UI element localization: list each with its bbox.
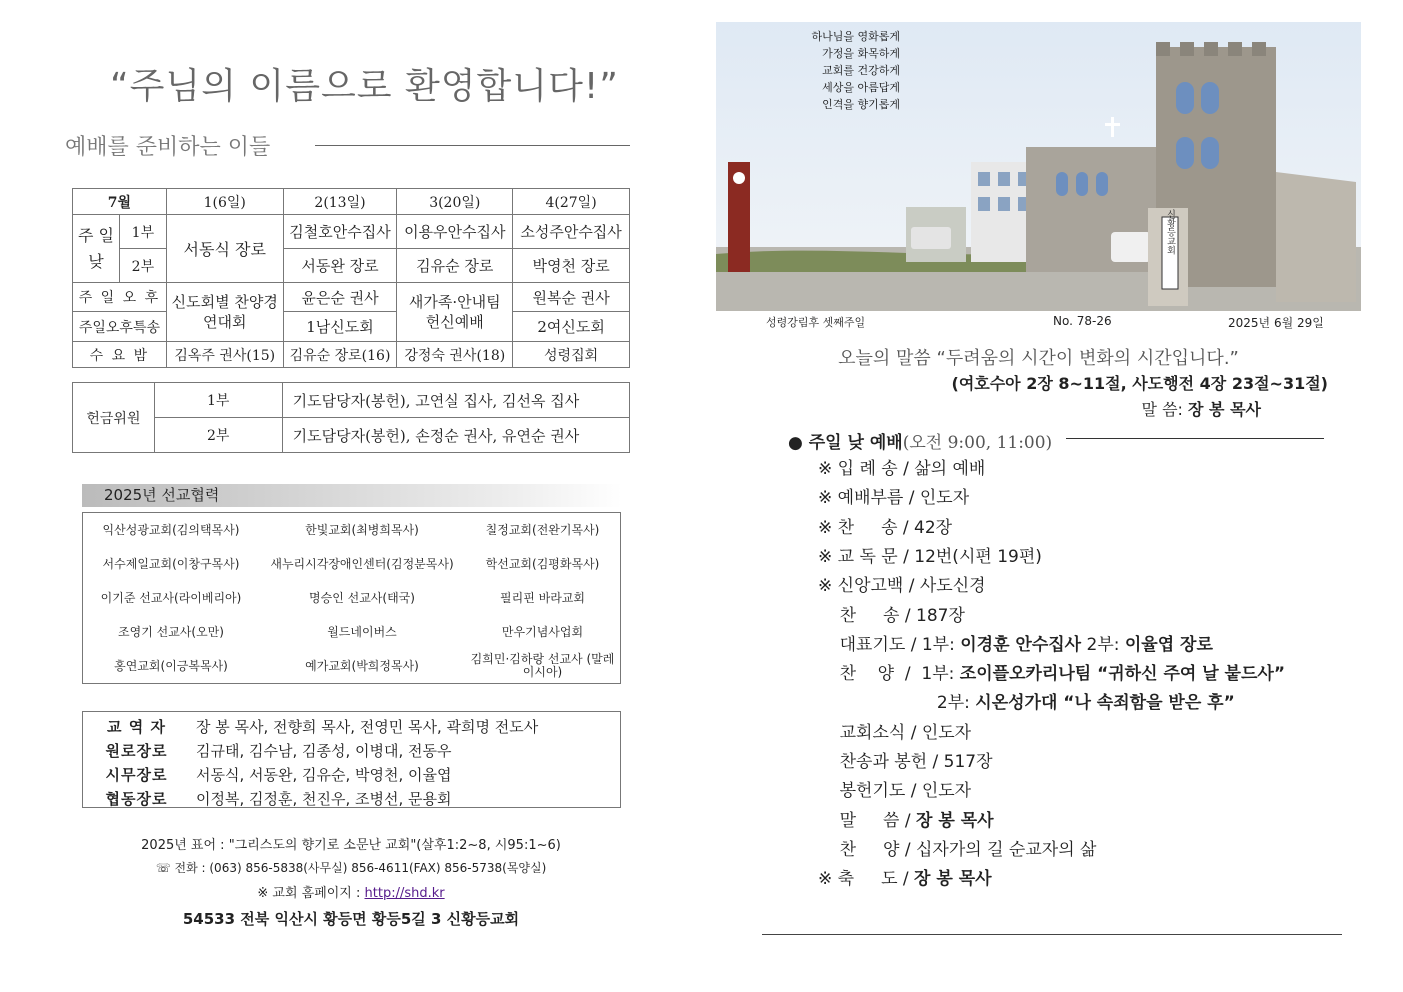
staff-role: 원로장로 [105, 741, 168, 760]
second-service-label: 2부 [119, 249, 166, 283]
order-item-emphasis: 장 봉 목사 [914, 869, 992, 890]
month-cell: 7월 [73, 189, 167, 215]
order-item [818, 454, 985, 479]
week-header: 4(27일) [513, 189, 630, 215]
service-time: (오전 9:00, 11:00) [902, 433, 1053, 453]
table-cell: 신도회별 찬양경연대회 [166, 283, 283, 342]
first-service-label: 1부 [154, 383, 282, 418]
order-item-emphasis: 장 봉 목사 [916, 810, 994, 831]
table-cell: 2여신도회 [513, 312, 630, 342]
afternoon-label: 주 일 오 후 [73, 283, 167, 312]
mission-item: 명승인 선교사(태국) [309, 590, 415, 605]
mission-item: 새누리시각장애인센터(김정분목사) [270, 556, 454, 571]
service-title: ● 주일 낮 예배 [788, 433, 903, 453]
bottom-rule [762, 934, 1342, 935]
mission-heading: 2025년 선교협력 [82, 484, 622, 507]
order-item [818, 864, 992, 889]
order-item [818, 513, 952, 538]
liturgical-week: 성령강림후 셋째주일 [766, 316, 866, 329]
page-title: “주님의 이름으로 환영합니다!” [110, 66, 619, 107]
order-item [818, 688, 1235, 713]
table-cell: 윤은순 권사 [283, 283, 397, 312]
order-item-text: ※ 예배부름 / 인도자 [818, 488, 970, 509]
staff-names: 이정복, 김정훈, 천진우, 조병선, 문용회 [196, 789, 452, 808]
staff-role: 협동장로 [105, 789, 168, 808]
offering-table [72, 382, 630, 453]
sunday-leader: 서동식 장로 [166, 215, 283, 283]
order-item-text: ※ 입 례 송 / 삶의 예배 [818, 459, 986, 479]
table-cell: 원복순 권사 [513, 283, 630, 312]
order-item [818, 659, 1285, 684]
staff-role: 시무장로 [105, 765, 168, 784]
staff-names: 장 봉 목사, 전향희 목사, 전영민 목사, 곽희명 전도사 [196, 717, 539, 736]
sunday-label: 주 일 낮 [73, 215, 120, 283]
table-cell: 박영천 장로 [513, 249, 630, 283]
order-item [818, 571, 986, 596]
order-item [818, 542, 1042, 567]
order-item-text: 교회소식 / 인도자 [818, 722, 972, 743]
staff-names: 서동식, 서동완, 김유순, 박영천, 이율엽 [196, 765, 452, 784]
order-item-emphasis: 조이플오카리나팀 “귀하신 주여 날 붙드사” [959, 664, 1285, 685]
order-item-emphasis: 시온성가대 “나 속죄함을 받은 후” [975, 693, 1235, 714]
mission-item: 필리핀 바라교회 [500, 590, 585, 605]
week-header: 3(20일) [397, 189, 513, 215]
mission-grid [83, 513, 620, 683]
service-heading [788, 428, 1052, 453]
slogan-line: 가정을 화목하게 [822, 47, 900, 60]
phone-info: ☏ 전화 : (063) 856-5838(사무실) 856-4611(FAX) 856-5738(목양실) [155, 861, 547, 875]
mission-item: 학선교회(김평화목사) [485, 556, 600, 571]
homepage-label: ※ 교회 홈페이지 : [257, 886, 365, 901]
table-cell: 김유순 장로 [397, 249, 513, 283]
order-item [818, 483, 969, 508]
offering-label: 헌금위원 [73, 383, 155, 453]
slogan-line: 교회를 건강하게 [822, 64, 900, 77]
order-item-text: 대표기도 / 1부: [818, 634, 961, 655]
mission-item: 서수제일교회(이창구목사) [102, 556, 240, 571]
mission-box [82, 512, 621, 684]
homepage-link[interactable]: http://shd.kr [364, 886, 445, 901]
heading-rule [315, 145, 630, 146]
wednesday-label: 수 요 밤 [73, 342, 167, 368]
mission-item: 이기준 선교사(라이베리아) [100, 590, 242, 605]
slogan-line: 인격을 향기롭게 [822, 98, 900, 111]
order-item [818, 776, 971, 801]
sermon-title: 오늘의 말씀 “두려움의 시간이 변화의 시간입니다.” [838, 348, 1239, 369]
prep-heading: 예배를 준비하는 이들 [65, 135, 271, 160]
mission-item: 만우기념사업회 [501, 624, 584, 639]
homepage-line [72, 882, 630, 901]
order-item-text: 찬 양 / 십자가의 길 순교자의 삶 [818, 839, 1097, 860]
sermon-speaker [716, 397, 1261, 420]
table-cell: 1남신도회 [283, 312, 397, 342]
church-address: 54533 전북 익산시 황등면 황등5길 3 신황등교회 [182, 910, 520, 928]
week-header: 1(6일) [166, 189, 283, 215]
mission-item: 김희민·김하랑 선교사 (말레이시아) [470, 652, 615, 679]
church-sign-text: 신황등교회 [1165, 209, 1175, 255]
order-item-text: 찬송과 봉헌 / 517장 [818, 752, 993, 772]
mission-item: 익산성광교회(김의택목사) [102, 522, 240, 537]
staff-names: 김규태, 김수남, 김종성, 이병대, 전동우 [196, 741, 452, 760]
order-item [818, 718, 971, 743]
table-cell: 이용우안수집사 [397, 215, 513, 249]
mission-item: 예가교회(박희정목사) [305, 658, 419, 673]
slogan-line: 하나님을 영화롭게 [811, 30, 900, 43]
order-item-emphasis: 이경훈 안수집사 [960, 634, 1082, 655]
order-item [818, 747, 993, 772]
order-item [818, 630, 1213, 655]
order-item-text: 2부: [1081, 634, 1125, 655]
mission-item: 홍연교회(이긍복목사) [114, 658, 228, 673]
order-item-text: 찬 양 / 1부: [818, 664, 960, 685]
motto: 2025년 표어 : "그리스도의 향기로 소문난 교회"(살후1:2~8, 시95:1~6) [141, 838, 561, 853]
staff-role: 교 역 자 [107, 717, 166, 736]
order-item-text: ※ 교 독 문 / 12번(시편 19편) [818, 546, 1042, 567]
mission-item: 월드네이버스 [327, 624, 397, 639]
order-item-text: 찬 송 / 187장 [818, 605, 965, 626]
table-cell: 김유순 장로(16) [283, 342, 397, 368]
mission-item: 조영기 선교사(오만) [118, 624, 224, 639]
second-service-label: 2부 [154, 418, 282, 453]
church-slogans [770, 28, 900, 113]
table-cell: 김옥주 권사(15) [166, 342, 283, 368]
staff-row [83, 786, 620, 810]
offering-second-names: 기도담당자(봉헌), 손정순 권사, 유연순 권사 [282, 418, 629, 453]
order-item-text: ※ 찬 송 / 42장 [818, 517, 953, 538]
staff-box [82, 711, 621, 808]
order-item [818, 835, 1096, 860]
schedule-table [72, 188, 630, 368]
order-item-text: 2부: [818, 693, 976, 714]
order-item-text: 봉헌기도 / 인도자 [818, 781, 972, 802]
order-item-text: ※ 신앙고백 / 사도신경 [818, 576, 986, 597]
first-service-label: 1부 [119, 215, 166, 249]
issue-date: 2025년 6월 29일 [1228, 316, 1324, 330]
afternoon-special-label: 주일오후특송 [73, 312, 167, 342]
staff-row [83, 762, 620, 786]
issue-number: No. 78-26 [1053, 314, 1112, 328]
slogan-line: 세상을 아름답게 [822, 81, 900, 94]
scripture-reference: (여호수아 2장 8~11절, 사도행전 4장 23절~31절) [951, 374, 1328, 393]
mission-item: 한빛교회(최병희목사) [305, 522, 419, 537]
week-header: 2(13일) [283, 189, 397, 215]
mission-item: 칠정교회(전완기목사) [485, 522, 600, 537]
table-cell: 강정숙 권사(18) [397, 342, 513, 368]
staff-row [83, 714, 620, 738]
staff-row [83, 738, 620, 762]
order-item-text: 말 씀 / [818, 810, 917, 831]
table-cell: 김철호안수집사 [283, 215, 397, 249]
speaker-label: 말 씀: [1141, 400, 1189, 419]
order-item [818, 806, 994, 831]
order-item-text: ※ 축 도 / [818, 869, 915, 890]
order-item [818, 601, 965, 626]
table-cell: 새가족·안내팀 헌신예배 [397, 283, 513, 342]
table-cell: 서동완 장로 [283, 249, 397, 283]
table-cell: 성령집회 [513, 342, 630, 368]
table-cell: 소성주안수집사 [513, 215, 630, 249]
offering-first-names: 기도담당자(봉헌), 고연실 집사, 김선옥 집사 [282, 383, 629, 418]
speaker-name: 장 봉 목사 [1188, 400, 1261, 419]
order-item-emphasis: 이율엽 장로 [1124, 634, 1213, 655]
service-rule [1066, 438, 1324, 439]
